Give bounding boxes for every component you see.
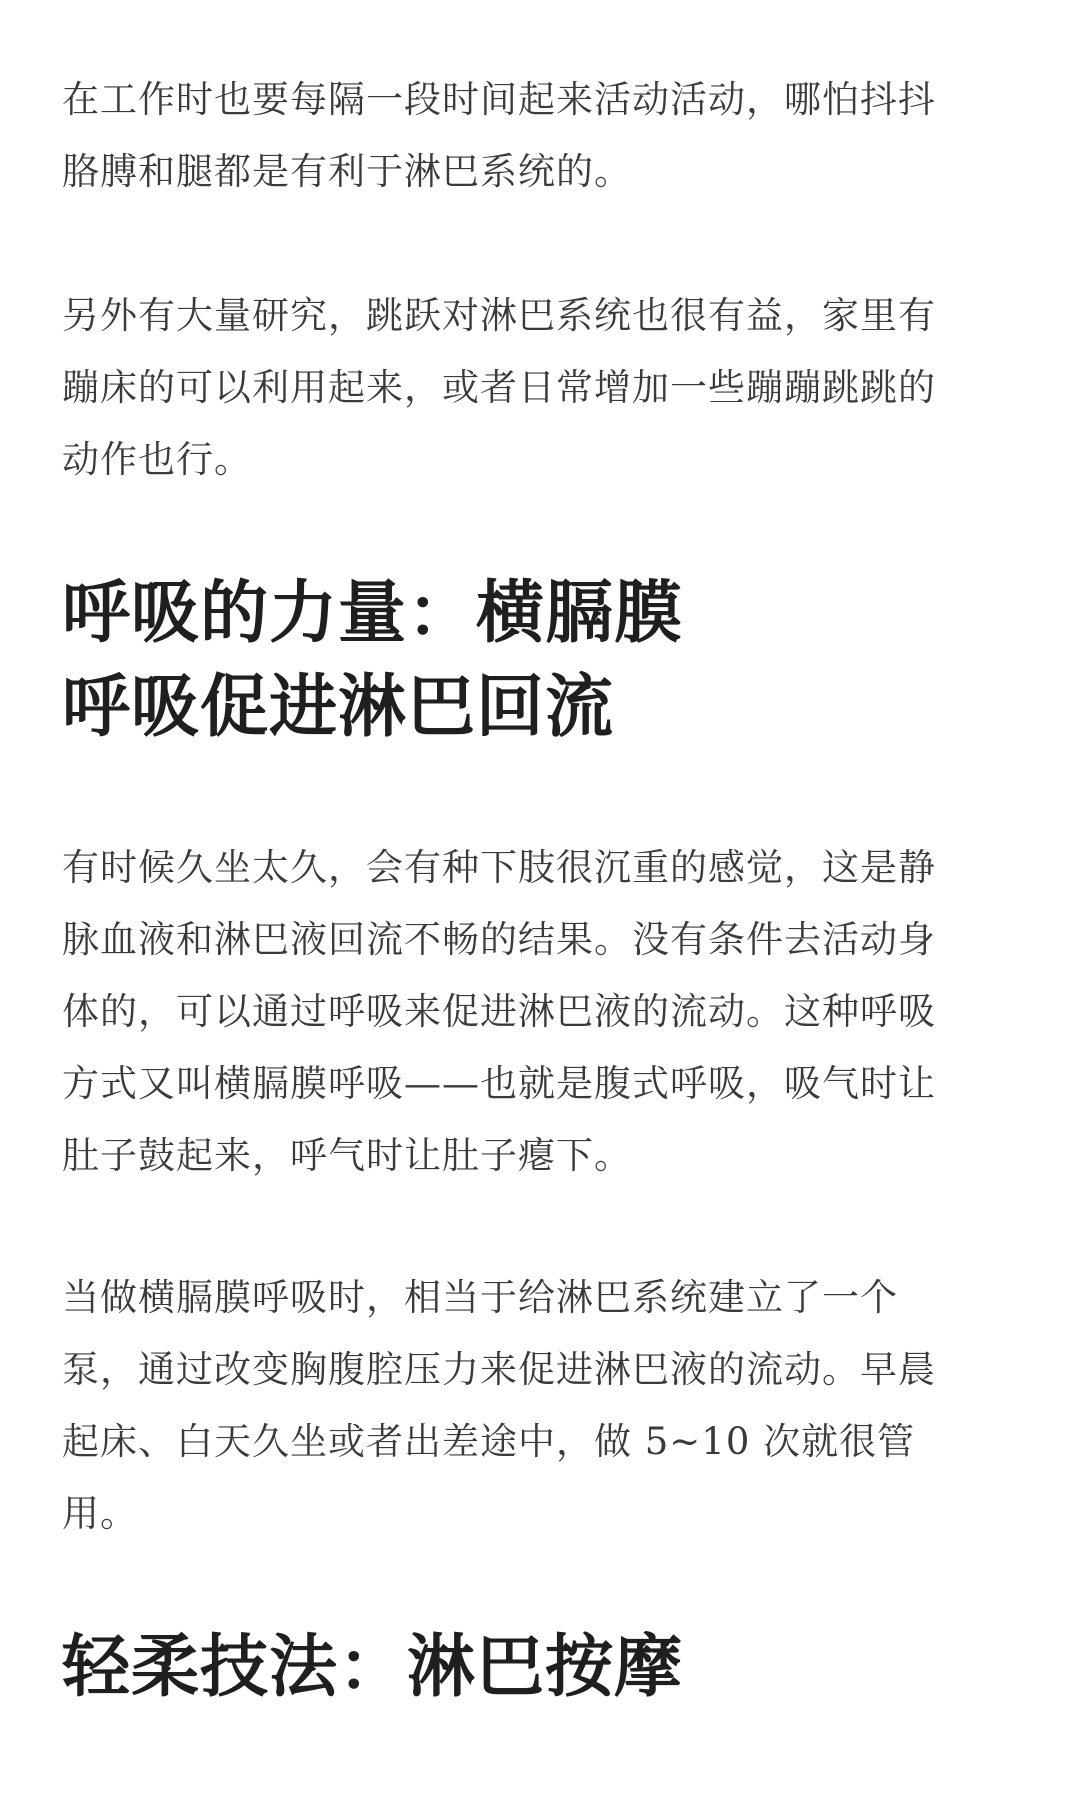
text-line: 泵，通过改变胸腹腔压力来促进淋巴液的流动。早晨 [62, 1348, 936, 1391]
text-line: 蹦床的可以利用起来，或者日常增加一些蹦蹦跳跳的 [62, 366, 936, 409]
text-line: 方式又叫横膈膜呼吸——也就是腹式呼吸，吸气时让 [62, 1062, 936, 1105]
text-line: 动作也行。 [62, 438, 252, 481]
text-line: 用。 [62, 1492, 138, 1535]
section-heading-massage [62, 1620, 683, 1714]
text-line: 胳膊和腿都是有利于淋巴系统的。 [62, 150, 632, 193]
text-line: 肚子鼓起来，呼气时让肚子瘪下。 [62, 1134, 632, 1177]
text-line: 在工作时也要每隔一段时间起来活动活动，哪怕抖抖 [62, 78, 936, 121]
paragraph-diaphragm-pump [62, 1262, 936, 1550]
text-line: 当做横膈膜呼吸时，相当于给淋巴系统建立了一个 [62, 1276, 898, 1319]
text-line: 有时候久坐太久，会有种下肢很沉重的感觉，这是静 [62, 846, 936, 889]
paragraph-sitting [62, 832, 936, 1192]
paragraph-jumping [62, 280, 936, 496]
paragraph-activity [62, 64, 936, 208]
text-line: 体的，可以通过呼吸来促进淋巴液的流动。这种呼吸 [62, 990, 936, 1033]
text-line: 起床、白天久坐或者出差途中，做 5~10 次就很管 [62, 1420, 916, 1463]
section-heading-breathing [62, 566, 683, 754]
text-line: 另外有大量研究，跳跃对淋巴系统也很有益，家里有 [62, 294, 936, 337]
heading-line: 呼吸促进淋巴回流 [62, 667, 615, 747]
text-line: 脉血液和淋巴液回流不畅的结果。没有条件去活动身 [62, 918, 936, 961]
heading-line: 轻柔技法：淋巴按摩 [62, 1627, 684, 1707]
heading-line: 呼吸的力量：横膈膜 [62, 573, 684, 653]
